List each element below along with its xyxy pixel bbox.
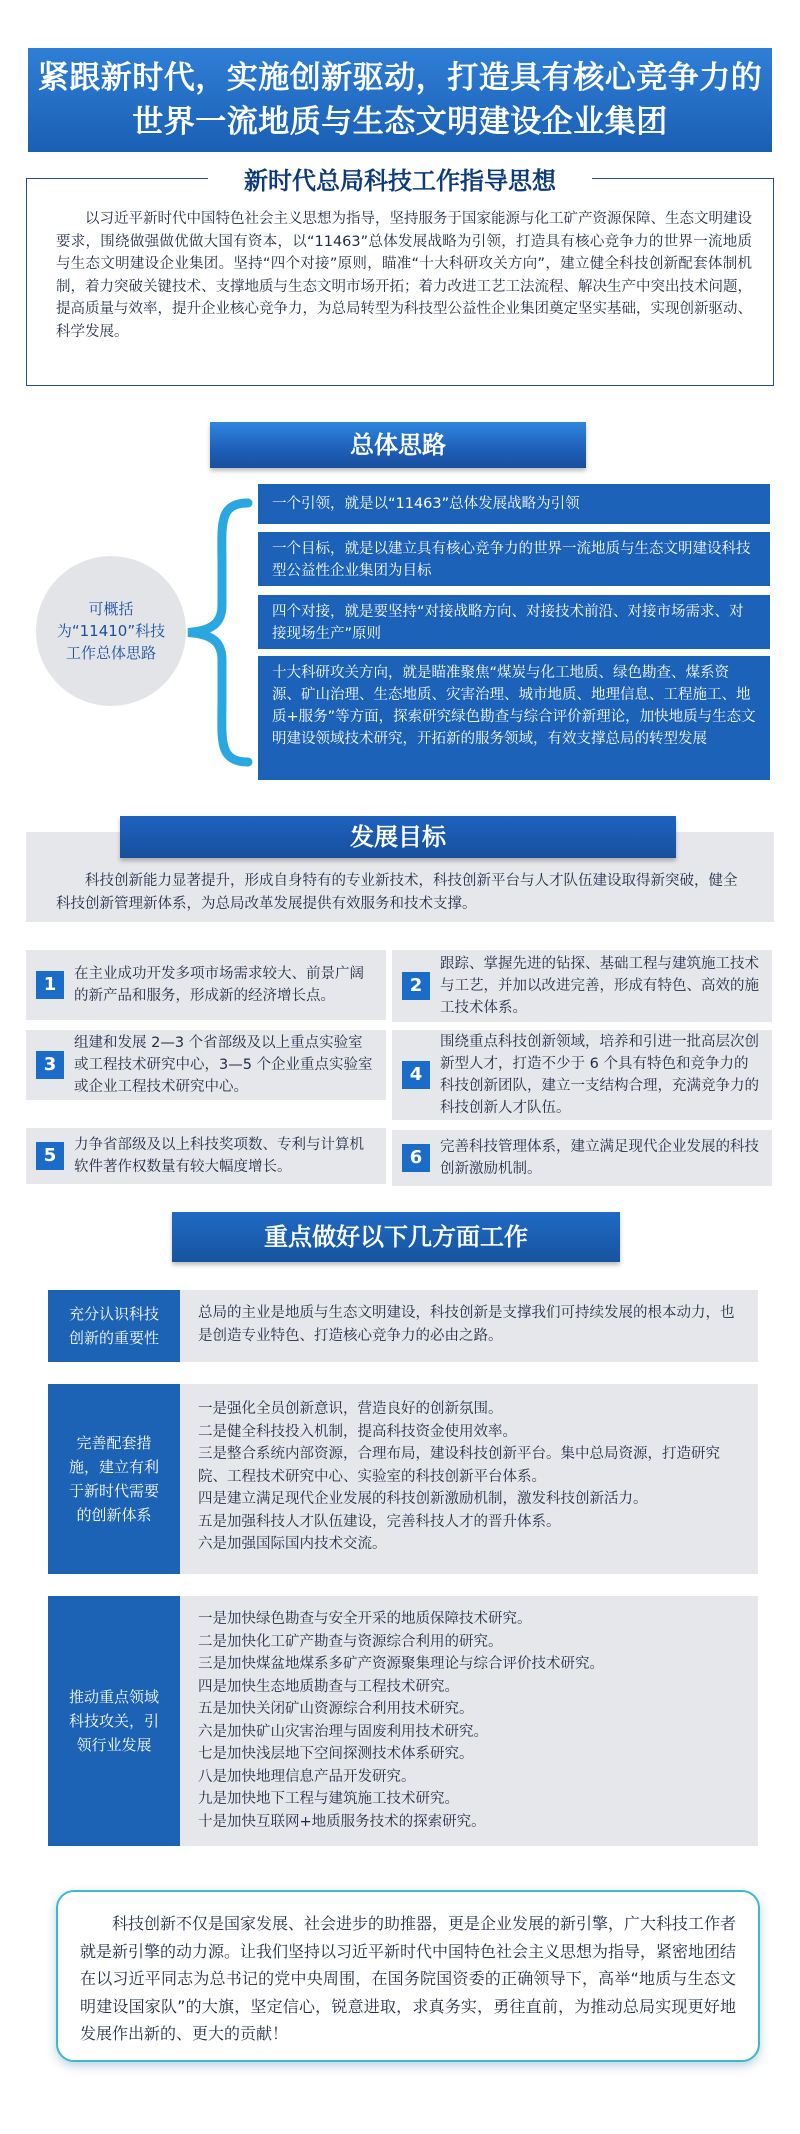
goal-item (392, 950, 772, 1022)
overall-summary-text: 可概括为“11410”科技工作总体思路 (56, 600, 166, 662)
focus-work-banner: 重点做好以下几方面工作 (172, 1212, 620, 1262)
focus-section-body (180, 1596, 758, 1846)
overall-item-ten-directions: 十大科研攻关方向，就是瞄准聚焦“煤炭与化工地质、绿色勘查、煤系资源、矿山治理、生态地质、灾害治理、城市地质、地理信息、工程施工、地质+服务”等方面，探索研究绿色勘查与综合评价新理论，加快地质与生态文明建设领域技术研究，开拓新的服务领域，有效支撑总局的转型发展 (258, 656, 770, 780)
focus-line: 一是加快绿色勘查与安全开采的地质保障技术研究。 (198, 1611, 532, 1627)
focus-line: 二是加快化工矿产勘查与资源综合利用的研究。 (198, 1633, 503, 1650)
overall-summary-circle (36, 556, 186, 706)
focus-line: 十是加快互联网+地质服务技术的探索研究。 (198, 1813, 486, 1830)
focus-line: 六是加强国际国内技术交流。 (198, 1536, 387, 1552)
goal-number-badge: 6 (402, 1144, 430, 1172)
goals-banner: 发展目标 (120, 816, 676, 858)
overall-thinking-banner: 总体思路 (210, 422, 586, 468)
focus-section-label-text: 充分认识科技创新的重要性 (68, 1305, 159, 1347)
focus-line: 四是建立满足现代企业发展的科技创新激励机制，激发科技创新活力。 (198, 1491, 648, 1507)
goal-text: 围绕重点科技创新领域，培养和引进一批高层次创新型人才，打造不少于 6 个具有特色和竞争力的科技创新团队，建立一支结构合理，充满竞争力的科技创新人才队伍。 (440, 1034, 759, 1116)
goal-item (26, 950, 386, 1020)
focus-line: 五是加强科技人才队伍建设，完善科技人才的晋升体系。 (198, 1513, 561, 1530)
goal-text: 跟踪、掌握先进的钻探、基础工程与建筑施工技术与工艺，并加以改进完善，形成有特色、高效的施工技术体系。 (440, 956, 759, 1016)
goal-text: 在主业成功开发多项市场需求较大、前景广阔的新产品和服务，形成新的经济增长点。 (74, 966, 364, 1004)
goal-number-badge: 5 (36, 1142, 64, 1170)
overall-item-four-connections: 四个对接，就是要坚持“对接战略方向、对接技术前沿、对接市场需求、对接现场生产”原则 (258, 595, 770, 649)
focus-section-body (180, 1290, 758, 1362)
focus-line: 五是加快关闭矿山资源综合利用技术研究。 (198, 1701, 474, 1717)
page-title-line-2: 世界一流地质与生态文明建设企业集团 (132, 104, 668, 140)
goal-text: 力争省部级及以上科技奖项数、专利与计算机软件著作权数量有较大幅度增长。 (74, 1137, 364, 1175)
focus-line: 二是健全科技投入机制，提高科技资金使用效率。 (198, 1423, 517, 1440)
guiding-thought-body: 以习近平新时代中国特色社会主义思想为指导，坚持服务于国家能源与化工矿产资源保障、生态文明建设要求，围绕做强做优做大国有资本，以“11463”总体发展战略为引领，打造具有核心竞争力的世界一流地质与生态文明建设企业集团。坚持“四个对接”原则，瞄准“十大科研攻关方向”，建立健全科技创新配套体制机制，着力突破关键技术、支撑地质与生态文明市场开拓；着力改进工艺工法流程、解决生产中突出技术问题，提高质量与效率，提升企业核心竞争力，为总局转型为科技型公益性企业集团奠定坚实基础，实现创新驱动、科学发展。 (56, 211, 752, 340)
goals-summary: 科技创新能力显著提升，形成自身特有的专业新技术，科技创新平台与人才队伍建设取得新突破，健全科技创新管理新体系，为总局改革发展提供有效服务和技术支撑。 (26, 832, 774, 922)
goal-item (392, 1030, 772, 1120)
focus-section-label (48, 1290, 180, 1362)
goal-text: 组建和发展 2—3 个省部级及以上重点实验室或工程技术研究中心，3—5 个企业重点实验室或企业工程技术研究中心。 (74, 1035, 373, 1095)
page-title-line-1: 紧跟新时代，实施创新驱动，打造具有核心竞争力的 (37, 60, 763, 96)
focus-line: 八是加快地理信息产品开发研究。 (198, 1768, 416, 1785)
curly-brace-icon (178, 495, 258, 770)
focus-line: 一是强化全员创新意识，营造良好的创新氛围。 (198, 1401, 503, 1417)
goal-number-badge: 3 (36, 1051, 64, 1079)
focus-line: 总局的主业是地质与生态文明建设，科技创新是支撑我们可持续发展的根本动力，也是创造专业特色、打造核心竞争力的必由之路。 (198, 1305, 735, 1344)
goal-number-badge: 1 (36, 971, 64, 999)
goal-number-badge: 2 (402, 972, 430, 1000)
focus-line: 七是加快浅层地下空间探测技术体系研究。 (198, 1746, 474, 1762)
focus-section-label (48, 1384, 180, 1574)
page-title (28, 48, 772, 152)
focus-line: 六是加快矿山灾害治理与固废利用技术研究。 (198, 1723, 488, 1740)
goal-item (26, 1030, 386, 1100)
focus-line: 三是加快煤盆地煤系多矿产资源聚集理论与综合评价技术研究。 (198, 1656, 604, 1672)
goal-item (392, 1130, 772, 1186)
guiding-thought-heading: 新时代总局科技工作指导思想 (208, 164, 592, 198)
goal-number-badge: 4 (402, 1061, 430, 1089)
overall-item-goal: 一个目标，就是以建立具有核心竞争力的世界一流地质与生态文明建设科技型公益性企业集团为目标 (258, 532, 770, 586)
goal-item (26, 1128, 386, 1184)
focus-section-label-text: 完善配套措施，建立有利于新时代需要的创新体系 (68, 1434, 159, 1524)
goal-text: 完善科技管理体系，建立满足现代企业发展的科技创新激励机制。 (440, 1139, 759, 1177)
focus-line: 九是加快地下工程与建筑施工技术研究。 (198, 1791, 459, 1807)
overall-item-guide: 一个引领，就是以“11463”总体发展战略为引领 (258, 484, 770, 524)
focus-line: 三是整合系统内部资源，合理布局，建设科技创新平台。集中总局资源，打造研究院、工程技术研究中心、实验室的科技创新平台体系。 (198, 1446, 720, 1485)
focus-section-label-text: 推动重点领域科技攻关，引领行业发展 (68, 1688, 159, 1754)
focus-line: 四是加快生态地质勘查与工程技术研究。 (198, 1678, 459, 1695)
focus-section-body (180, 1384, 758, 1574)
closing-statement: 科技创新不仅是国家发展、社会进步的助推器，更是企业发展的新引擎，广大科技工作者就是新引擎的动力源。让我们坚持以习近平新时代中国特色社会主义思想为指导，紧密地团结在以习近平同志为总书记的党中央周围，在国务院国资委的正确领导下，高举“地质与生态文明建设国家队”的大旗，坚定信心，锐意进取，求真务实，勇往直前，为推动总局实现更好地发展作出新的、更大的贡献！ (56, 1890, 760, 2062)
focus-section-label (48, 1596, 180, 1846)
